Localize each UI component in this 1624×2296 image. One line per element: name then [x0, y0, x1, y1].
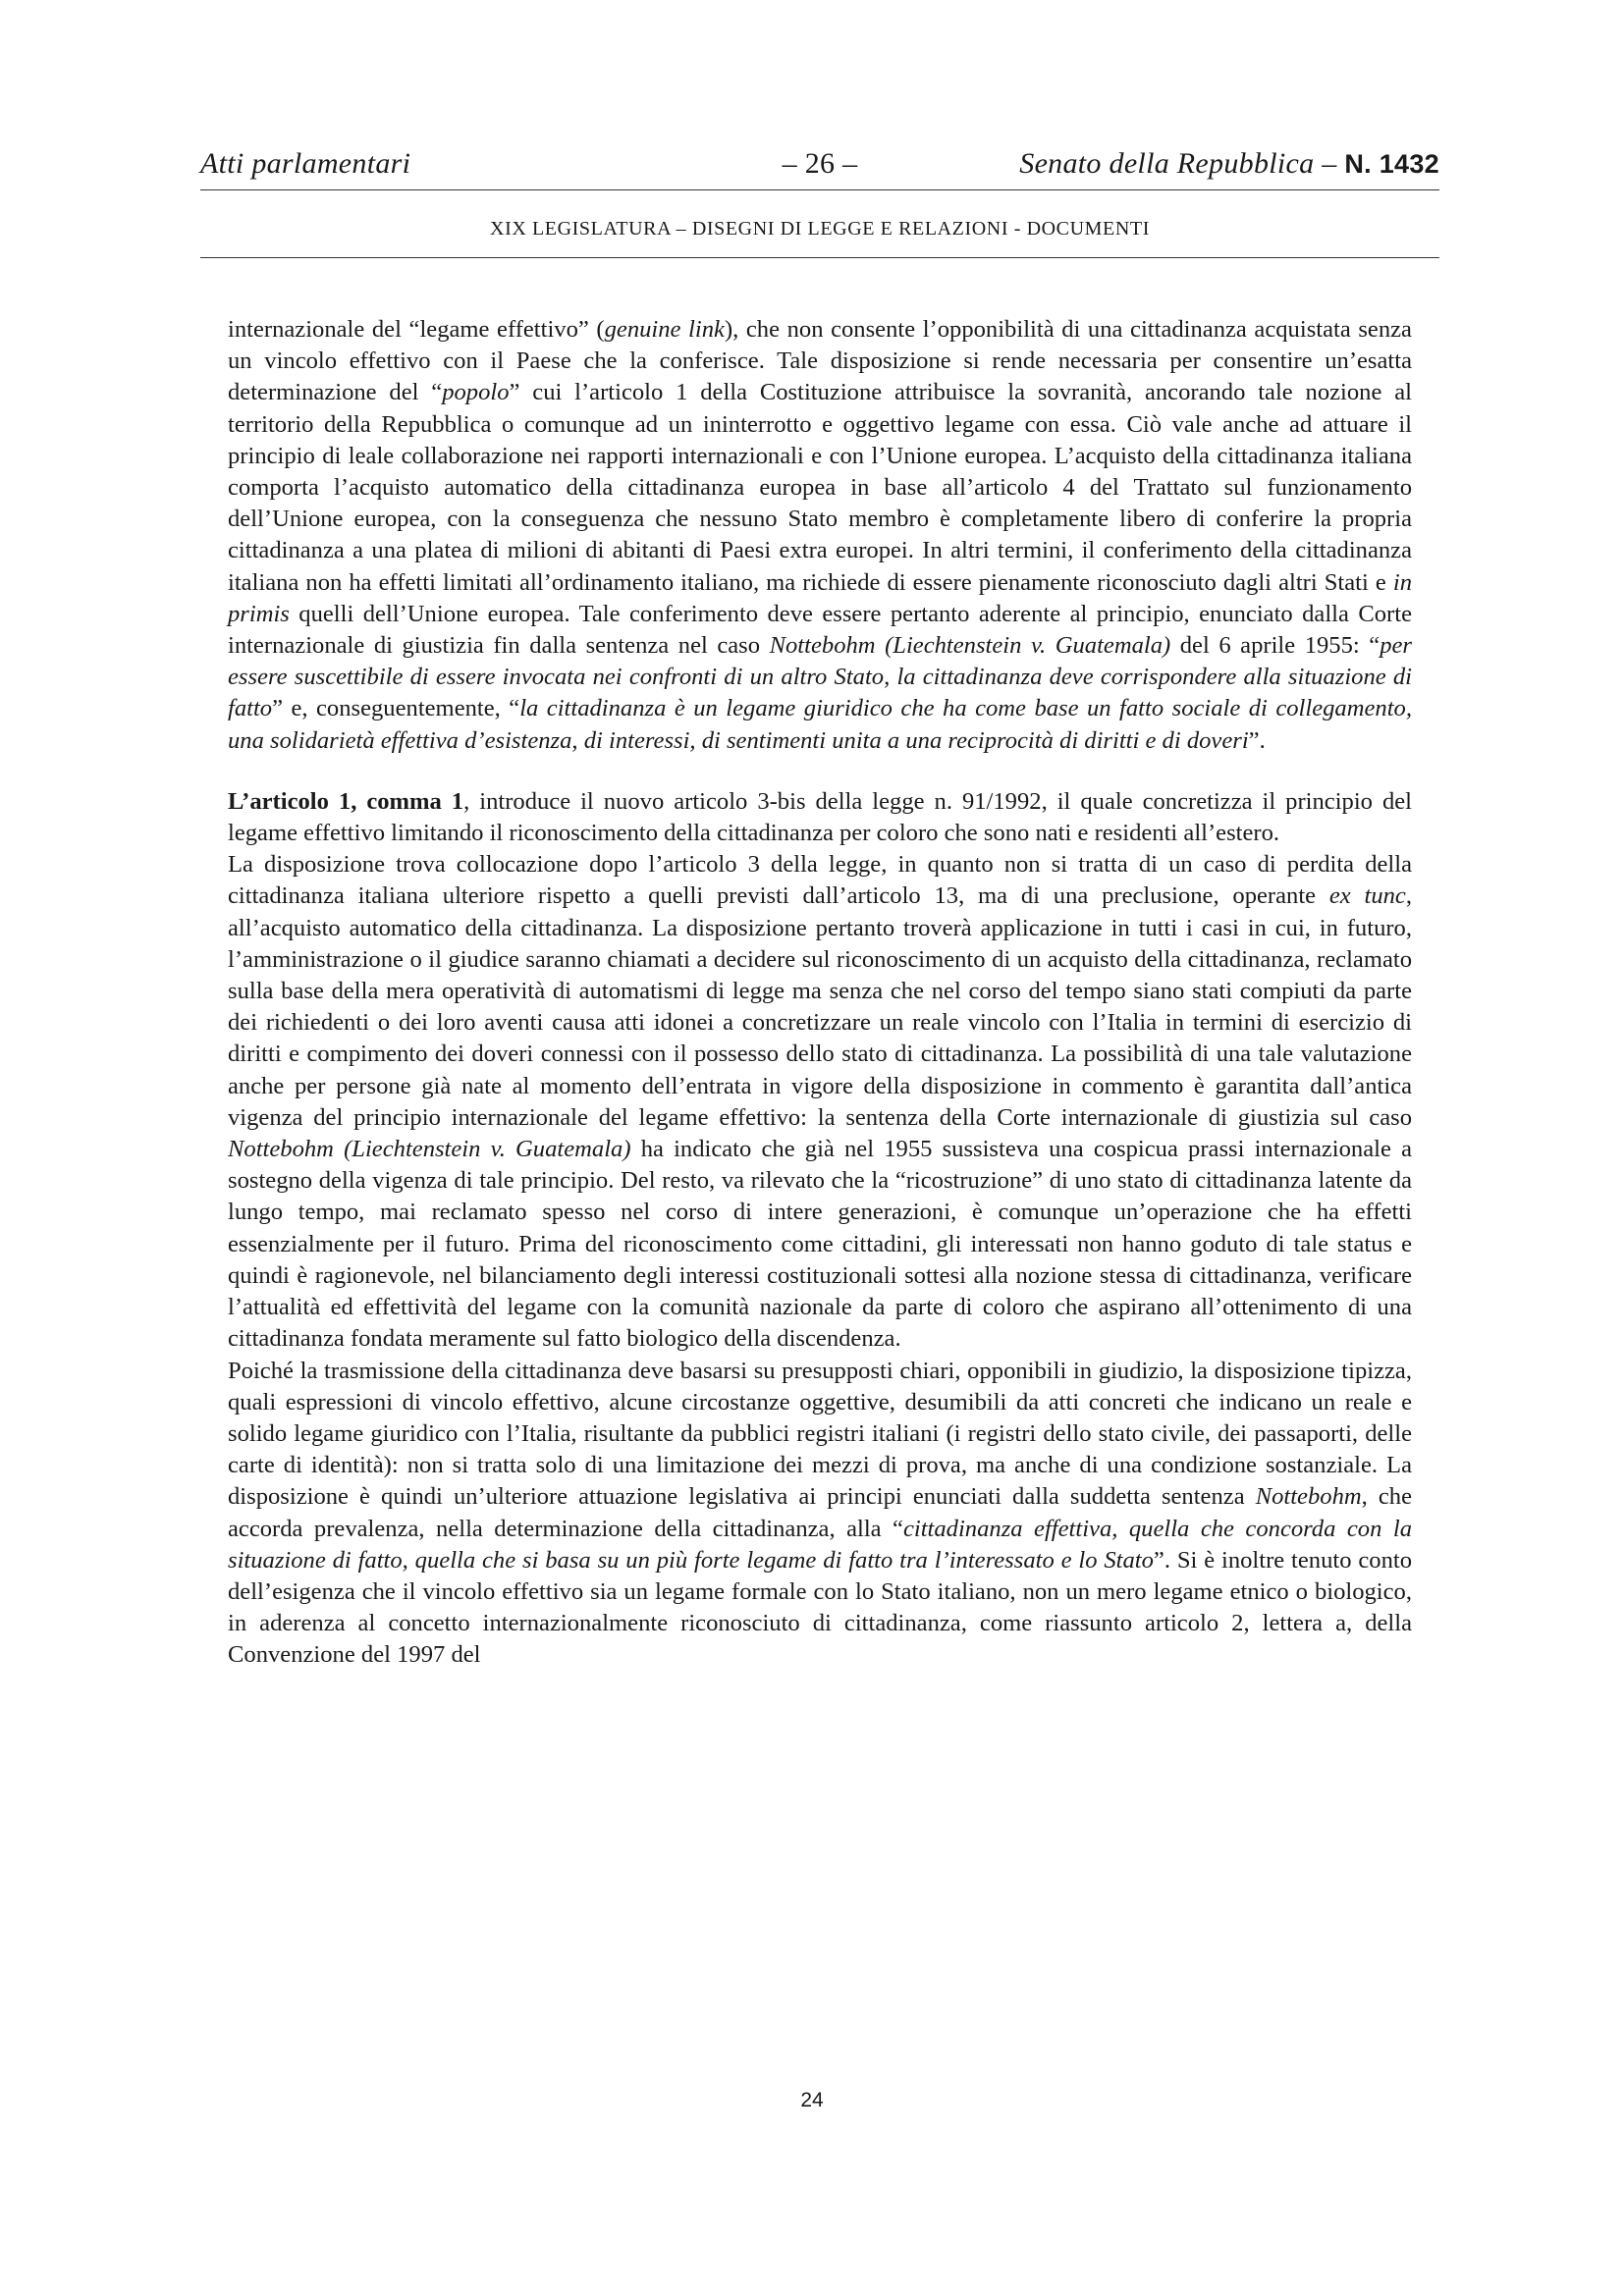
- text-run: , all’acquisto automatico della cittadinanza. La disposizione pertanto troverà applicazione in tutti i casi in cui, in futuro, l’amministrazione o il giudice saranno chiamati a decidere sul riconoscimento di un acquisto della cittadinanza, reclamato sulla base della mera operatività di automatismi di legge ma senza che nel corso del tempo siano stati compiuti da parte dei richiedenti o dei loro aventi causa atti idonei a concretizzare un reale vincolo con l’Italia in termini di esercizio di diritti e compimento dei doveri connessi con il possesso dello stato di cittadinanza. La possibilità di una tale valutazione anche per persone già nate al momento dell’entrata in vigore della disposizione in commento è garantita dall’antica vigenza del principio internazionale del legame effettivo: la sentenza della Corte internazionale di giustizia sul caso: [228, 882, 1413, 1131]
- header-legislature: XIX LEGISLATURA – DISEGNI DI LEGGE E RELAZIONI - DOCUMENTI: [490, 218, 1150, 240]
- header-publication: Atti parlamentari: [200, 147, 411, 180]
- text-run-italic: ex tunc: [1328, 882, 1406, 910]
- text-run: del 6 aprile 1955: “: [1170, 632, 1380, 660]
- header-chamber-label: Senato della Repubblica –: [1019, 147, 1345, 180]
- header-rule-top: [200, 189, 1439, 190]
- header-rule-bottom: [200, 257, 1439, 258]
- paragraph: [228, 786, 1412, 849]
- text-run-italic: per essere suscettibile di essere invocata nei confronti di un altro Stato, la cittadinanza deve corrispondere alla situazione di fatto: [228, 632, 1412, 722]
- paragraph: [228, 849, 1412, 1355]
- text-run: internazionale del “legame effettivo” (: [228, 316, 605, 343]
- text-run: La disposizione trova collocazione dopo l’articolo 3 della legge, in quanto non si tratta di un caso di perdita della cittadinanza italiana ulteriore rispetto a quelli previsti dall’articolo 13, ma di una preclusione, operante: [228, 851, 1412, 910]
- text-run-italic: Nottebohm (Liechtenstein v. Guatemala): [228, 1136, 631, 1163]
- text-run: , introduce il nuovo articolo 3-bis della legge n. 91/1992, il quale concretizza il principio del legame effettivo limitando il riconoscimento della cittadinanza per coloro che sono nati e residenti all’estero.: [228, 787, 1412, 847]
- text-run: ”.: [1248, 726, 1266, 754]
- text-run-italic: genuine link: [604, 316, 725, 343]
- footer-page-number: 24: [800, 2089, 824, 2111]
- text-run: ” cui l’articolo 1 della Costituzione attribuisce la sovranità, ancorando tale nozione al territorio della Repubblica o comunque ad un ininterrotto e oggettivo legame con essa. Ciò vale anche ad attuare il principio di leale collaborazione nei rapporti internazionali e con l’Unione europea. L’acquisto della cittadinanza italiana comporta l’acquisto automatico della cittadinanza europea in base all’articolo 4 del Trattato sul funzionamento dell’Unione europea, con la conseguenza che nessuno Stato membro è completamente libero di conferire la propria cittadinanza a una platea di milioni di abitanti di Paesi extra europei. In altri termini, il conferimento della cittadinanza italiana non ha effetti limitati all’ordinamento italiano, ma richiede di essere pienamente riconosciuto dagli altri Stati e: [228, 379, 1412, 596]
- text-run-bold: L’articolo 1, comma 1: [228, 787, 464, 815]
- header-bill-number: N. 1432: [1344, 149, 1439, 179]
- text-run: ” e, conseguentemente, “: [272, 695, 520, 722]
- text-run-italic: la cittadinanza è un legame giuridico che ha come base un fatto sociale di collegamento, una solidarietà effettiva d’esistenza, di interessi, di sentimenti unita a una reciprocità di diritti e di doveri: [228, 695, 1412, 754]
- paragraph: [228, 314, 1412, 757]
- text-run: quelli dell’Unione europea. Tale conferimento deve essere pertanto aderente al principio, enunciato dalla Corte internazionale di giustizia fin dalla sentenza nel caso: [228, 600, 1412, 660]
- text-run-italic: in primis: [228, 568, 1412, 627]
- running-header: [200, 147, 1439, 194]
- header-page-number: – 26 –: [782, 147, 858, 180]
- body-text: [228, 314, 1412, 1672]
- text-run-italic: Nottebohm (Liechtenstein v. Guatemala): [769, 632, 1171, 660]
- text-run: ”. Si è inoltre tenuto conto dell’esigenza che il vincolo effettivo sia un legame formale con lo Stato italiano, non un mero legame etnico o biologico, in aderenza al concetto internazionalmente riconosciuto di cittadinanza, come riassunto articolo 2, lettera a, della Convenzione del 1997 del: [228, 1546, 1413, 1669]
- text-run-italic: cittadinanza effettiva, quella che concorda con la situazione di fatto, quella che si basa su un più forte legame di fatto tra l’interessato e lo Stato: [228, 1515, 1412, 1574]
- text-run-italic: Nottebohm: [1255, 1483, 1362, 1511]
- text-run-italic: popolo: [442, 379, 510, 406]
- paragraph-gap: [228, 757, 1412, 786]
- text-run: Poiché la trasmissione della cittadinanza deve basarsi su presupposti chiari, opponibili in giudizio, la disposizione tipizza, quali espressioni di vincolo effettivo, alcune circostanze oggettive, desumibili da atti concreti che indicano un reale e solido legame giuridico con l’Italia, risultante da pubblici registri italiani (i registri dello stato civile, dei passaporti, delle carte di identità): non si tratta solo di una limitazione dei mezzi di prova, ma anche di una condizione sostanziale. La disposizione è quindi un’ulteriore attuazione legislativa ai principi enunciati dalla suddetta sentenza: [228, 1357, 1412, 1511]
- text-run: ha indicato che già nel 1955 sussisteva una cospicua prassi internazionale a sostegno della vigenza di tale principio. Del resto, va rilevato che la “ricostruzione” di uno stato di cittadinanza latente da lungo tempo, mai reclamato spesso nel corso di intere generazioni, è comunque un’operazione che ha effetti essenzialmente per il futuro. Prima del riconoscimento come cittadini, gli interessati non hanno goduto di tale status e quindi è ragionevole, nel bilanciamento degli interessi costituzionali sottesi alla nozione stessa di cittadinanza, verificare l’attualità ed effettività del legame con la comunità nazionale da parte di coloro che aspirano all’ottenimento di una cittadinanza fondata meramente sul fatto biologico della discendenza.: [228, 1136, 1412, 1353]
- paragraph: [228, 1356, 1412, 1672]
- header-chamber: [1019, 147, 1439, 181]
- text-run: , che accorda prevalenza, nella determinazione della cittadinanza, alla “: [228, 1483, 1412, 1542]
- text-run: ), che non consente l’opponibilità di una cittadinanza acquistata senza un vincolo effettivo con il Paese che la conferisce. Tale disposizione si rende necessaria per consentire un’esatta determinazione del “: [228, 316, 1412, 406]
